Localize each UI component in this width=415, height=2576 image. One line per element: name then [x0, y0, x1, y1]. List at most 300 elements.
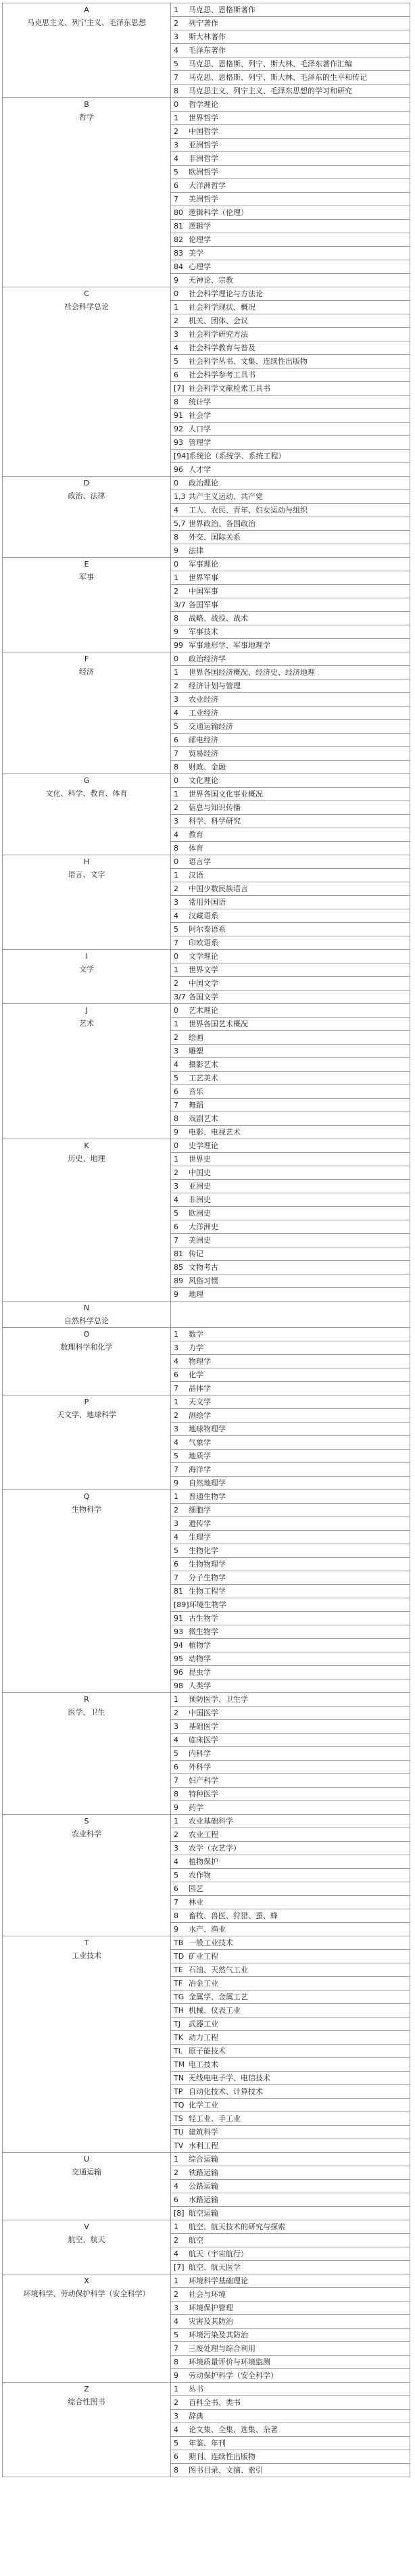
subclass-code: 3	[174, 32, 178, 41]
category-name: 艺术	[79, 1019, 94, 1028]
subclass-name: 逻辑科学（伦理）	[189, 208, 248, 217]
subclass-name: 汉语	[189, 871, 203, 880]
subclass-name: 药学	[189, 1803, 203, 1812]
subclass-code: 3	[174, 898, 178, 907]
subclass-cell	[171, 1220, 410, 1234]
subclass-cell	[171, 139, 410, 152]
subclass-cell	[171, 57, 410, 71]
category-code: R	[84, 1695, 89, 1704]
subclass-cell	[171, 936, 410, 950]
subclass-name: 生物物理学	[189, 1560, 226, 1569]
subclass-code: 1	[174, 1155, 178, 1164]
category-code: K	[84, 1141, 89, 1150]
subclass-code: 92	[174, 425, 183, 433]
subclass-name: 人口学	[189, 425, 211, 433]
subclass-cell	[171, 1652, 410, 1666]
subclass-code: 6	[174, 1222, 178, 1231]
subclass-code: [7]	[174, 2263, 185, 2272]
subclass-cell	[171, 1341, 410, 1355]
table-row	[3, 2153, 410, 2166]
subclass-name: 科学、科学研究	[189, 817, 241, 826]
subclass-name: 普通生物学	[189, 1492, 226, 1501]
subclass-code: 6	[174, 2452, 178, 2461]
category-name: 自然科学总论	[64, 1316, 109, 1325]
subclass-name: 农业经济	[189, 695, 218, 704]
subclass-code: 1	[174, 1492, 178, 1501]
subclass-name: 地质学	[189, 1452, 211, 1460]
category-code: X	[84, 2276, 89, 2285]
subclass-name: 法律	[189, 546, 203, 555]
subclass-cell	[171, 1436, 410, 1450]
subclass-cell	[171, 2126, 410, 2139]
subclass-code: 7	[174, 938, 178, 947]
subclass-code: 3	[174, 1722, 178, 1731]
subclass-cell	[171, 1166, 410, 1180]
subclass-cell	[171, 396, 410, 409]
subclass-name: 植物保护	[189, 1857, 218, 1866]
subclass-cell	[171, 2220, 410, 2234]
subclass-cell	[171, 1328, 410, 1341]
subclass-code: 4	[174, 830, 178, 839]
subclass-name: 常用外国语	[189, 898, 226, 907]
table-row	[3, 652, 410, 666]
subclass-name: 内科学	[189, 1749, 211, 1758]
subclass-code: 82	[174, 235, 183, 244]
table-row	[3, 98, 410, 112]
subclass-name: 艺术理论	[189, 1006, 218, 1015]
subclass-name: 中国史	[189, 1168, 211, 1177]
subclass-name: 各国文学	[189, 993, 218, 1001]
category-name: 历史、地理	[68, 1154, 105, 1163]
subclass-name: 金属学、金属工艺	[189, 1993, 248, 2001]
table-row	[3, 950, 410, 963]
subclass-cell	[171, 260, 410, 274]
subclass-code: 6	[174, 736, 178, 744]
subclass-code: 5	[174, 1546, 178, 1555]
subclass-cell	[171, 179, 410, 193]
subclass-name: 逻辑学	[189, 222, 211, 231]
subclass-name: 丛书	[189, 2385, 203, 2393]
subclass-name: 工业经济	[189, 709, 218, 717]
subclass-cell	[171, 44, 410, 57]
category-cell	[3, 98, 171, 287]
subclass-name: 教育	[189, 830, 203, 839]
subclass-code: 8	[174, 398, 178, 406]
subclass-cell	[171, 679, 410, 693]
subclass-code: 4	[174, 1060, 178, 1069]
subclass-name: 大洋洲哲学	[189, 181, 226, 190]
subclass-cell	[171, 571, 410, 585]
subclass-name: 农学（农艺学）	[189, 1844, 241, 1853]
subclass-cell	[171, 1247, 410, 1261]
subclass-code: 5	[174, 925, 178, 934]
category-code: D	[83, 479, 90, 487]
subclass-name: 社会科学教育与普及	[189, 343, 255, 352]
subclass-name: 劳动保护科学（安全科学）	[189, 2371, 278, 2380]
category-cell	[3, 477, 171, 558]
subclass-code: 95	[174, 1654, 183, 1663]
subclass-cell	[171, 963, 410, 977]
subclass-code: 1	[174, 2276, 178, 2285]
subclass-name: 特种医学	[189, 1790, 218, 1798]
subclass-cell	[171, 2274, 410, 2288]
subclass-name: 昆虫学	[189, 1668, 211, 1677]
subclass-cell	[171, 1261, 410, 1274]
subclass-code: 8	[174, 533, 178, 542]
subclass-cell	[171, 2329, 410, 2342]
subclass-name: 水利工程	[189, 2141, 218, 2150]
category-cell	[3, 558, 171, 652]
subclass-name: 晶体学	[189, 1384, 211, 1393]
category-name: 数理科学和化学	[60, 1343, 113, 1352]
subclass-name: 世界史	[189, 1155, 211, 1164]
subclass-code: 7	[174, 73, 178, 82]
subclass-cell	[171, 1058, 410, 1072]
subclass-name: 自动化技术、计算技术	[189, 2087, 263, 2096]
subclass-code: [7]	[174, 384, 185, 393]
subclass-code: 89	[174, 1277, 183, 1285]
subclass-cell	[171, 382, 410, 396]
subclass-code: 9	[174, 1479, 178, 1487]
subclass-name: 马克思、恩格斯、列宁、斯大林、毛泽东著作汇编	[189, 59, 352, 68]
subclass-code: 2	[174, 1830, 178, 1839]
subclass-cell	[171, 693, 410, 707]
subclass-name: 马克思主义、列宁主义、毛泽东思想的学习和研究	[189, 87, 352, 95]
subclass-code: TK	[174, 2033, 183, 2042]
subclass-code: 8	[174, 87, 178, 95]
subclass-code: 4	[174, 1533, 178, 1542]
subclass-code: 7	[174, 1101, 178, 1110]
subclass-code: 9	[174, 1803, 178, 1812]
subclass-code: 93	[174, 438, 183, 447]
subclass-name: 语言学	[189, 857, 211, 866]
subclass-cell	[171, 1382, 410, 1396]
subclass-name: 亚洲史	[189, 1182, 211, 1191]
subclass-name: 贸易经济	[189, 749, 218, 758]
subclass-cell	[171, 341, 410, 355]
subclass-cell	[171, 17, 410, 30]
subclass-cell	[171, 666, 410, 679]
subclass-code: 0	[174, 857, 178, 866]
category-cell	[3, 1936, 171, 2153]
category-name: 文化、科学、教育、体育	[45, 789, 128, 798]
category-name: 工业技术	[72, 1951, 101, 1960]
subclass-cell	[171, 1234, 410, 1247]
category-name: 经济	[79, 667, 94, 676]
category-name: 综合性图书	[68, 2398, 105, 2406]
subclass-cell	[171, 30, 410, 44]
category-code: V	[84, 2222, 89, 2231]
subclass-cell	[171, 950, 410, 963]
subclass-cell	[171, 1720, 410, 1734]
category-name: 天文学、地球科学	[57, 1410, 116, 1419]
subclass-code: 7	[174, 1573, 178, 1582]
subclass-name: 环境科学基础理论	[189, 2276, 248, 2285]
subclass-name: 建筑科学	[189, 2128, 218, 2137]
subclass-cell	[171, 774, 410, 788]
subclass-code: 8	[174, 763, 178, 771]
subclass-code: 7	[174, 2344, 178, 2353]
subclass-cell	[171, 1909, 410, 1923]
subclass-name: 音乐	[189, 1087, 203, 1096]
subclass-cell	[171, 2342, 410, 2356]
subclass-code: 85	[174, 1263, 183, 1272]
subclass-cell	[171, 1693, 410, 1707]
subclass-cell	[171, 3, 410, 17]
subclass-cell	[171, 2058, 410, 2072]
category-code: I	[85, 952, 88, 961]
category-cell	[3, 1302, 171, 1328]
subclass-cell	[171, 1585, 410, 1598]
subclass-cell	[171, 734, 410, 747]
subclass-code: 2	[174, 2168, 178, 2177]
subclass-cell	[171, 274, 410, 287]
subclass-name: 传记	[189, 1249, 203, 1258]
subclass-code: 1	[174, 573, 178, 582]
subclass-cell	[171, 1544, 410, 1558]
category-cell	[3, 1328, 171, 1396]
subclass-name: 舞蹈	[189, 1101, 203, 1110]
category-name: 航空、航天	[68, 2235, 105, 2244]
subclass-name: 非洲史	[189, 1195, 211, 1204]
category-cell	[3, 1490, 171, 1693]
subclass-cell	[171, 828, 410, 842]
subclass-code: 91	[174, 411, 183, 420]
subclass-cell	[171, 1517, 410, 1531]
subclass-cell	[171, 815, 410, 828]
subclass-code: 5	[174, 1074, 178, 1082]
subclass-cell	[171, 1126, 410, 1139]
subclass-name: 航空、航天医学	[189, 2263, 241, 2272]
subclass-name: 文学理论	[189, 952, 218, 961]
subclass-cell	[171, 1869, 410, 1882]
category-code: Z	[84, 2385, 89, 2393]
subclass-name: 铁路运输	[189, 2168, 218, 2177]
subclass-cell	[171, 2315, 410, 2329]
subclass-cell	[171, 2207, 410, 2220]
table-row	[3, 1693, 410, 1707]
subclass-cell	[171, 2112, 410, 2126]
subclass-name: 无线电电子学、电信技术	[189, 2074, 270, 2082]
category-name: 交通运输	[72, 2168, 101, 2176]
subclass-cell	[171, 1423, 410, 1436]
subclass-code: 8	[174, 2358, 178, 2366]
subclass-cell	[171, 612, 410, 625]
subclass-name: 世界文学	[189, 965, 218, 974]
subclass-cell	[171, 2085, 410, 2099]
subclass-code: 4	[174, 2425, 178, 2434]
subclass-code: 9	[174, 1925, 178, 1934]
subclass-cell	[171, 1896, 410, 1909]
subclass-cell	[171, 1612, 410, 1625]
subclass-code: 5,7	[174, 519, 186, 528]
subclass-cell	[171, 328, 410, 341]
subclass-code: 94	[174, 1641, 183, 1650]
category-code: J	[85, 1006, 88, 1015]
subclass-cell	[171, 1747, 410, 1761]
subclass-name: 自然地理学	[189, 1479, 226, 1487]
category-name: 语言、文字	[68, 870, 105, 879]
subclass-code: 2	[174, 1506, 178, 1514]
subclass-code: 4	[174, 709, 178, 717]
subclass-name: 管理学	[189, 438, 211, 447]
subclass-code: 2	[174, 316, 178, 325]
subclass-code: TG	[174, 1993, 185, 2001]
subclass-code: 2	[174, 803, 178, 812]
subclass-cell	[171, 1734, 410, 1747]
subclass-name: 伦理学	[189, 235, 211, 244]
subclass-code: TB	[174, 1938, 184, 1947]
subclass-name: 气象学	[189, 1438, 211, 1447]
subclass-cell	[171, 2018, 410, 2031]
subclass-code: 3	[174, 2304, 178, 2312]
subclass-code: 3	[174, 2412, 178, 2420]
subclass-cell	[171, 1679, 410, 1693]
subclass-name: 亚洲哲学	[189, 141, 218, 149]
subclass-cell	[171, 504, 410, 517]
subclass-code: 8	[174, 844, 178, 853]
subclass-name: 体育	[189, 844, 203, 853]
subclass-name: 军事理论	[189, 560, 218, 569]
subclass-name: 美学	[189, 249, 203, 258]
subclass-cell	[171, 2004, 410, 2018]
subclass-cell	[171, 220, 410, 233]
subclass-name: 统计学	[189, 398, 211, 406]
subclass-cell	[171, 2464, 410, 2477]
subclass-name: 欧洲史	[189, 1209, 211, 1218]
subclass-code: 83	[174, 249, 183, 258]
subclass-name: 列宁著作	[189, 19, 218, 28]
subclass-cell	[171, 1490, 410, 1504]
table-row	[3, 1328, 410, 1341]
subclass-name: 地球物理学	[189, 1425, 226, 1433]
subclass-code: 4	[174, 506, 178, 515]
subclass-name: 世界各国文化事业概况	[189, 790, 263, 798]
subclass-name: 军事技术	[189, 627, 218, 636]
category-name: 哲学	[79, 113, 94, 122]
subclass-cell	[171, 639, 410, 652]
subclass-code: 7	[174, 1236, 178, 1245]
subclass-cell	[171, 1977, 410, 1990]
subclass-cell	[171, 1882, 410, 1896]
subclass-cell	[171, 977, 410, 991]
subclass-code: 1	[174, 2385, 178, 2393]
subclass-cell	[171, 517, 410, 531]
subclass-name: 细胞学	[189, 1506, 211, 1514]
subclass-code: 1	[174, 2222, 178, 2231]
subclass-code: 0	[174, 952, 178, 961]
subclass-name: 年鉴、年刊	[189, 2439, 226, 2448]
subclass-code: 80	[174, 208, 183, 217]
subclass-name: 生物化学	[189, 1546, 218, 1555]
subclass-code: 0	[174, 654, 178, 663]
category-cell	[3, 774, 171, 855]
subclass-code: TN	[174, 2074, 184, 2082]
subclass-code: 7	[174, 1776, 178, 1785]
subclass-code: TU	[174, 2128, 184, 2137]
category-name: 军事	[79, 573, 94, 581]
subclass-code: 1	[174, 668, 178, 677]
subclass-code: 3/7	[174, 600, 186, 609]
subclass-cell	[171, 1004, 410, 1018]
subclass-cell	[171, 477, 410, 490]
subclass-cell	[171, 1963, 410, 1977]
subclass-cell	[171, 1842, 410, 1855]
subclass-name: 数学	[189, 1330, 203, 1339]
subclass-cell	[171, 909, 410, 923]
subclass-cell	[171, 436, 410, 450]
subclass-name: 世界各国艺术概况	[189, 1020, 248, 1028]
subclass-name: 力学	[189, 1343, 203, 1352]
category-cell	[3, 3, 171, 98]
subclass-cell	[171, 1504, 410, 1517]
subclass-name: 电工技术	[189, 2060, 218, 2069]
subclass-cell	[171, 301, 410, 314]
subclass-name: 环境质量评价与环境监测	[189, 2358, 270, 2366]
subclass-name: 外交、国际关系	[189, 533, 241, 542]
subclass-name: 财政、金融	[189, 763, 226, 771]
subclass-name: 世界各国经济概况、经济史、经济地理	[189, 668, 315, 677]
subclass-code: TJ	[174, 2020, 180, 2028]
category-code: A	[84, 5, 89, 14]
subclass-cell	[171, 2261, 410, 2274]
subclass-cell	[171, 2396, 410, 2410]
subclass-name: 世界政治、各国政治	[189, 519, 255, 528]
subclass-code: 6	[174, 1763, 178, 1771]
subclass-name: 中国文学	[189, 979, 218, 988]
subclass-name: 公路运输	[189, 2182, 218, 2191]
subclass-name: 中国哲学	[189, 127, 218, 136]
subclass-cell	[171, 1302, 410, 1328]
subclass-cell	[171, 71, 410, 85]
category-cell	[3, 2274, 171, 2383]
subclass-code: 96	[174, 1668, 183, 1677]
subclass-code: 2	[174, 2290, 178, 2299]
subclass-cell	[171, 423, 410, 436]
subclass-code: 7	[174, 1898, 178, 1907]
subclass-code: 3/7	[174, 993, 186, 1001]
subclass-name: 农业工程	[189, 1830, 218, 1839]
subclass-name: 毛泽东著作	[189, 46, 226, 55]
subclass-name: 灾害及其防治	[189, 2317, 233, 2326]
subclass-name: 航空	[189, 2236, 203, 2245]
subclass-name: 社会科学现状、概况	[189, 303, 255, 312]
subclass-name: 系统论（系统学、系统工程）	[189, 452, 286, 460]
category-cell	[3, 950, 171, 1004]
subclass-code: 6	[174, 1560, 178, 1569]
subclass-cell	[171, 125, 410, 139]
category-cell	[3, 287, 171, 477]
subclass-cell	[171, 247, 410, 260]
subclass-cell	[171, 2437, 410, 2450]
subclass-cell	[171, 1801, 410, 1815]
subclass-name: 机械、仪表工业	[189, 2006, 241, 2015]
subclass-cell	[171, 112, 410, 125]
subclass-name: 矿业工程	[189, 1952, 218, 1961]
subclass-cell	[171, 2166, 410, 2180]
subclass-name: 美洲史	[189, 1236, 211, 1245]
subclass-name: 妇产科学	[189, 1776, 218, 1785]
subclass-code: 4	[174, 2317, 178, 2326]
subclass-name: 社会科学参考工具书	[189, 371, 255, 379]
subclass-code: [8]	[174, 2209, 185, 2218]
subclass-code: 9	[174, 546, 178, 555]
subclass-code: 4	[174, 1438, 178, 1447]
table-row	[3, 1815, 410, 1828]
table-row	[3, 287, 410, 301]
subclass-name: 大洋洲史	[189, 1222, 218, 1231]
table-row	[3, 3, 410, 17]
